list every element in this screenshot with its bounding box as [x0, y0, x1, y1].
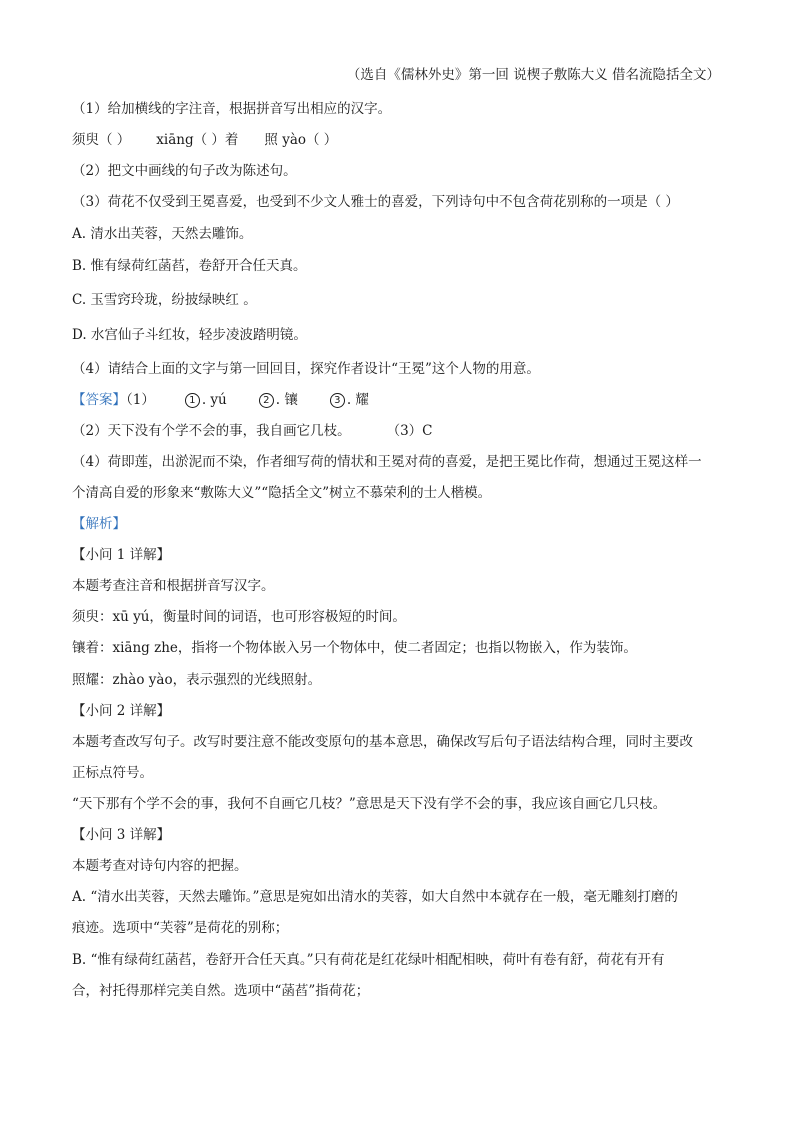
question-3-option-a: A. 清水出芙蓉，天然去雕饰。	[72, 226, 253, 242]
answer-2: （2）天下没有个学不会的事，我自画它几枝。	[72, 423, 351, 439]
answer-1-prefix: （1）	[126, 392, 155, 408]
source-line: （选自《儒林外史》第一回 说楔子敷陈大义 借名流隐括全文）	[346, 67, 720, 83]
answer-1-number-2: 2	[259, 393, 274, 408]
answer-4-line-1: （4）荷即莲，出淤泥而不染，作者细写荷的情状和王冕对荷的喜爱，是把王冕比作荷，想通过王冕这样一	[72, 454, 702, 470]
answer-1-number-3: 3	[330, 393, 345, 408]
question-3-option-d: D. 水宫仙子斗红妆，轻步凌波踏明镜。	[72, 327, 307, 343]
analysis-sub-1-line-2: 镶着：xiāng zhe，指将一个物体嵌入另一个物体中，使二者固定；也指以物嵌入，作为装饰。	[72, 640, 637, 656]
analysis-sub-2-title: 【小问 2 详解】	[72, 703, 171, 719]
analysis-sub-3-b-line-1: B. “惟有绿荷红菡萏，卷舒开合任天真。”只有荷花是红花绿叶相配相映，荷叶有卷有舒，荷花有开有	[72, 952, 665, 968]
answer-1-item-3: . 耀	[346, 392, 369, 408]
question-1-text: （1）给加横线的字注音，根据拼音写出相应的汉字。	[72, 101, 392, 117]
answer-tag: 【答案】	[72, 392, 126, 408]
analysis-sub-3-a-line-2: 痕迹。选项中“芙蓉”是荷花的别称；	[72, 920, 289, 936]
answer-1-number-1: 1	[185, 393, 200, 408]
analysis-sub-3-intro: 本题考查对诗句内容的把握。	[72, 858, 248, 874]
question-4-text: （4）请结合上面的文字与第一回回目，探究作者设计“王冕”这个人物的用意。	[72, 361, 540, 377]
question-1-item-2: xiāng（ ）着	[156, 132, 239, 148]
question-3-option-b: B. 惟有绿荷红菡萏，卷舒开合任天真。	[72, 258, 307, 274]
question-2-text: （2）把文中画线的句子改为陈述句。	[72, 163, 297, 179]
analysis-sub-3-title: 【小问 3 详解】	[72, 827, 171, 843]
answer-3: （3）C	[386, 423, 433, 439]
analysis-sub-2-intro-line-2: 正标点符号。	[72, 765, 153, 781]
answer-1-item-1: . yú	[201, 392, 227, 408]
analysis-sub-1-line-3: 照耀：zhào yào，表示强烈的光线照射。	[72, 672, 322, 688]
analysis-sub-2-intro-line-1: 本题考查改写句子。改写时要注意不能改变原句的基本意思，确保改写后句子语法结构合理，同时主要改	[72, 734, 693, 750]
answer-line-2	[72, 422, 433, 440]
question-1-item-1: 须臾（ ）	[72, 132, 131, 148]
question-1-items	[72, 131, 337, 149]
analysis-sub-2-example: “天下那有个学不会的事，我何不自画它几枝？”意思是天下没有学不会的事，我应该自画它几只枝。	[72, 796, 667, 812]
answer-1-item-2: . 镶	[275, 392, 298, 408]
analysis-sub-1-line-1: 须臾：xū yú，衡量时间的词语，也可形容极短的时间。	[72, 609, 406, 625]
analysis-sub-1-title: 【小问 1 详解】	[72, 547, 171, 563]
analysis-tag: 【解析】	[72, 516, 126, 532]
answer-4-line-2: 个清高自爱的形象来“敷陈大义”“隐括全文”树立不慕荣利的士人楷模。	[72, 485, 492, 501]
analysis-sub-3-b-line-2: 合，衬托得那样完美自然。选项中“菡萏”指荷花；	[72, 983, 370, 999]
question-3-text: （3）荷花不仅受到王冕喜爱，也受到不少文人雅士的喜爱，下列诗句中不包含荷花别称的一项是（ ）	[72, 194, 679, 210]
answer-line-1	[72, 391, 369, 409]
analysis-sub-1-intro: 本题考查注音和根据拼音写汉字。	[72, 578, 275, 594]
question-3-option-c: C. 玉雪窍玲珑，纷披绿映红 。	[72, 292, 257, 308]
analysis-sub-3-a-line-1: A. “清水出芙蓉，天然去雕饰。”意思是宛如出清水的芙蓉，如大自然中本就存在一般，毫无雕刻打磨的	[72, 889, 678, 905]
question-1-item-3: 照 yào（ ）	[264, 132, 338, 148]
